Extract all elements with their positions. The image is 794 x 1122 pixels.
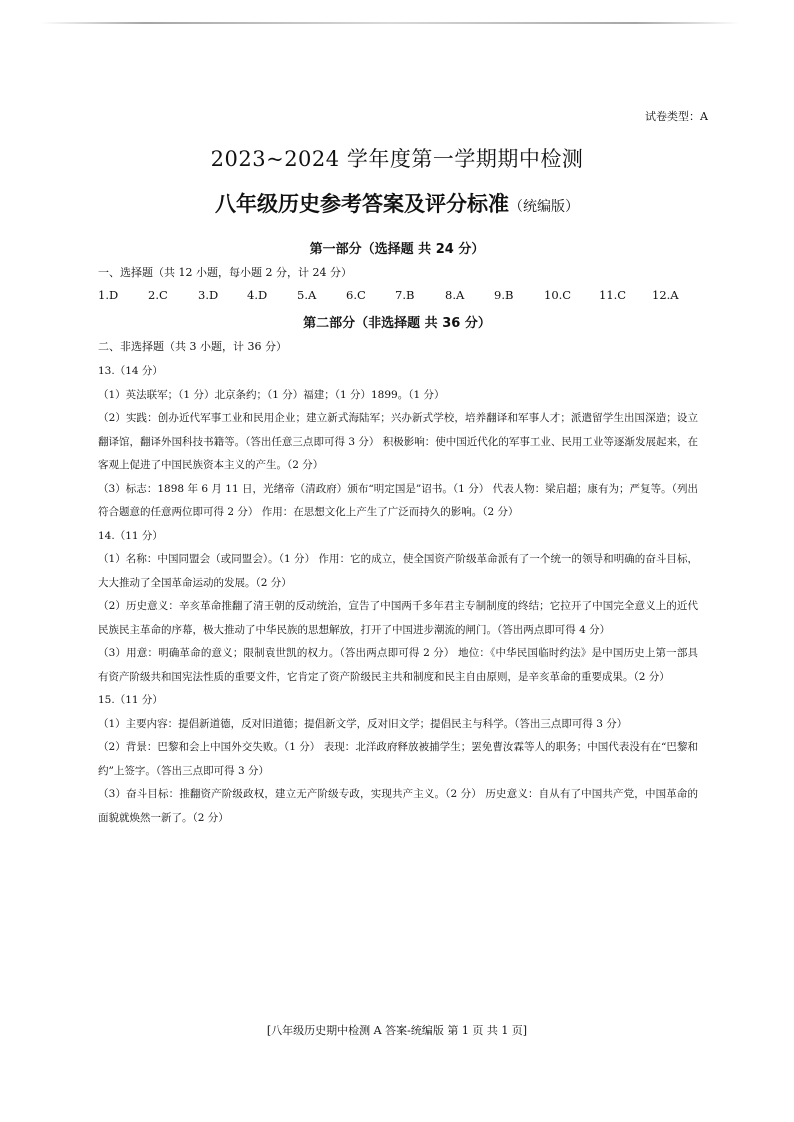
question-heading: 15.（11 分）: [98, 694, 163, 706]
document-title: 2023~2024 学年度第一学期期中检测: [210, 147, 584, 171]
answer-item: 8.A: [445, 288, 465, 302]
answer-line: （3）奋斗目标：推翻资产阶级政权，建立无产阶级专政，实现共产主义。（2 分） 历史意义：自从有了中国共产党，中国革命的面貌就焕然一新了。（2 分）: [98, 788, 698, 824]
question-heading: 13.（14 分）: [98, 365, 163, 377]
part2-section-label: 二、非选择题（共 3 小题，计 36 分）: [98, 340, 287, 353]
answer-item: 10.C: [544, 288, 572, 302]
page-footer: [八年级历史期中检测 A 答案-统编版 第 1 页 共 1 页]: [266, 1024, 528, 1037]
answer-line: （1）名称：中国同盟会（或同盟会）。（1 分） 作用：它的成立，使全国资产阶级革命派有了一个统一的领导和明确的奋斗目标，大大推动了全国革命运动的发展。（2 分）: [98, 553, 698, 589]
paper-type-label: 试卷类型：A: [645, 110, 708, 123]
edition-label: （统编版）: [509, 199, 579, 215]
answer-item: 9.B: [494, 288, 514, 302]
part2-heading: 第二部分（非选择题 共 36 分）: [303, 316, 491, 331]
question-heading: 14.（11 分）: [98, 529, 163, 542]
answer-item: 2.C: [148, 288, 168, 302]
answer-item: 5.A: [297, 288, 317, 302]
answer-item: 6.C: [346, 288, 366, 302]
answer-line: （1）英法联军；（1 分）北京条约；（1 分）福建；（1 分）1899。（1 分）: [98, 388, 445, 401]
part1-heading: 第一部分（选择题 共 24 分）: [309, 242, 485, 257]
answer-item: 3.D: [198, 288, 219, 302]
subtitle-text: 八年级历史参考答案及评分标准: [215, 192, 509, 216]
answer-item: 11.C: [599, 288, 627, 302]
answer-item: 12.A: [652, 288, 679, 302]
answer-item: 1.D: [98, 288, 119, 302]
answer-line: （2）历史意义：辛亥革命推翻了清王朝的反动统治，宣告了中国两千多年君主专制制度的终结；它拉开了中国完全意义上的近代民族民主革命的序幕，极大推动了中华民族的思想解放，打开了中国进步潮流的闸门。（答出两点即可得 4 分）: [98, 600, 698, 636]
answer-line: （2）实践：创办近代军事工业和民用企业；建立新式海陆军；兴办新式学校，培养翻译和军事人才；派遣留学生出国深造；设立翻译馆，翻译外国科技书籍等。（答出任意三点即可得 3 分） 积极影响：使中国近代化的军事工业、民用工业等逐渐发展起来，在客观上促进了中国民族资本主义的产生。（2 分）: [98, 412, 698, 471]
scan-edge-line: [40, 22, 740, 24]
document-subtitle: [0, 188, 794, 218]
answer-content: [98, 360, 698, 830]
answer-line: （2）背景：巴黎和会上中国外交失败。（1 分） 表现：北洋政府释放被捕学生；罢免曹汝霖等人的职务；中国代表没有在“巴黎和约”上签字。（答出三点即可得 3 分）: [98, 741, 698, 777]
answer-key-row: [98, 288, 698, 304]
answer-line: （3）标志：1898 年 6 月 11 日，光绪帝（清政府）颁布“明定国是”诏书。（1 分） 代表人物：梁启超；康有为；严复等。（列出符合题意的任意两位即可得 2 分） 作用：在思想文化上产生了广泛而持久的影响。（2 分）: [98, 482, 698, 518]
answer-line: （1）主要内容：提倡新道德，反对旧道德；提倡新文学，反对旧文学；提倡民主与科学。（答出三点即可得 3 分）: [98, 717, 628, 730]
answer-item: 7.B: [395, 288, 415, 302]
answer-item: 4.D: [247, 288, 268, 302]
answer-line: （3）用意：明确革命的意义；限制袁世凯的权力。（答出两点即可得 2 分） 地位：《中华民国临时约法》是中国历史上第一部具有资产阶级共和国宪法性质的重要文件，它肯定了资产阶级民主共和制度和民主自由原则，是辛亥革命的重要成果。（2 分）: [98, 647, 698, 683]
part1-section-label: 一、选择题（共 12 小题，每小题 2 分，计 24 分）: [98, 266, 352, 279]
